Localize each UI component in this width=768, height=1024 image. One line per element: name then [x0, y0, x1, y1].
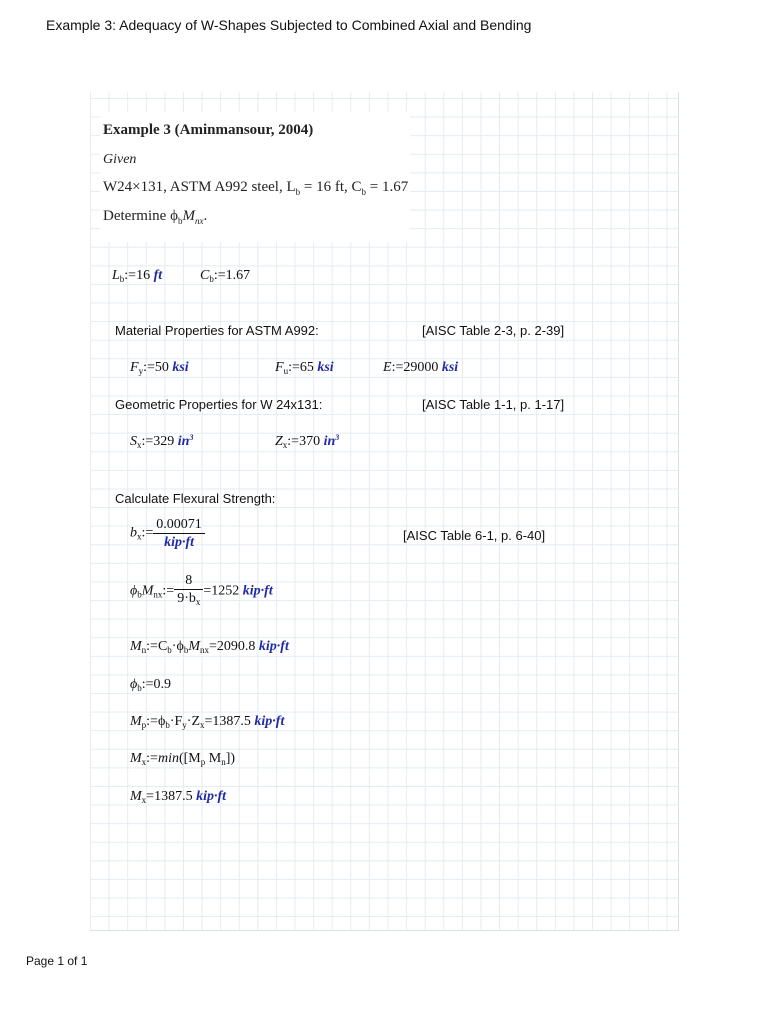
- cb-definition[interactable]: $C_b:=1.67$: [200, 268, 251, 284]
- sx-definition[interactable]: $S_x:=329$ $in^3$: [130, 433, 194, 450]
- material-properties-ref: [AISC Table 2-3, p. 2-39]: [422, 323, 565, 338]
- mp-definition[interactable]: $M_p:=\phi_b\cdot F_y\cdot Z_x=1387.5$ kip·ft: [130, 714, 285, 730]
- bx-definition[interactable]: $b_x:=$ $\frac{0.00071}{\text{kip·ft}}$: [130, 516, 205, 551]
- determine-statement: Determine $\phi_bM_{nx}$.: [103, 208, 208, 226]
- example-title: Example 3 (Aminmansour, 2004): [103, 122, 314, 138]
- e-definition[interactable]: E:=29000 ksi: [383, 360, 459, 375]
- page-title: Example 3: Adequacy of W-Shapes Subjected to Combined Axial and Bending: [46, 17, 532, 33]
- geometric-properties-ref: [AISC Table 1-1, p. 1-17]: [422, 397, 565, 412]
- phi-mnx-definition[interactable]: $\phi_bM_{nx}:=$ $\frac{8}{9\cdot b_x}$ =1252 kip·ft: [130, 572, 273, 611]
- phi-mnx-fraction: $\frac{8}{9\cdot b_x}$: [174, 572, 203, 611]
- phib-definition[interactable]: $\phi_b:=0.9$: [130, 677, 172, 693]
- bx-fraction: $\frac{0.00071}{\text{kip·ft}}$: [153, 516, 205, 551]
- fu-definition[interactable]: $F_u:=65$ ksi: [275, 360, 334, 376]
- given-statement: W24×131, ASTM A992 steel, $L_b = 16$ ft, $C_b = 1.67$: [103, 179, 409, 197]
- geometric-properties-label: Geometric Properties for W 24x131:: [115, 397, 323, 412]
- example-statement-image: [100, 112, 410, 242]
- mx-result[interactable]: $M_x=1387.5$ kip·ft: [130, 789, 227, 805]
- lb-definition[interactable]: $L_b:=16$ ft: [112, 268, 163, 284]
- zx-definition[interactable]: $Z_x:=370$ $in^3$: [275, 433, 340, 450]
- page-number: Page 1 of 1: [26, 954, 88, 968]
- mx-definition[interactable]: $M_x:=\min([M_p$ $M_n$]): [130, 751, 236, 767]
- mn-definition[interactable]: $M_n:=C_b\cdot\phi_bM_{nx}=2090.8$ kip·ft: [130, 639, 289, 655]
- given-label: Given: [103, 152, 137, 167]
- flexural-strength-ref: [AISC Table 6-1, p. 6-40]: [403, 528, 546, 543]
- flexural-strength-label: Calculate Flexural Strength:: [115, 491, 276, 506]
- material-properties-label: Material Properties for ASTM A992:: [115, 323, 319, 338]
- fy-definition[interactable]: $F_y:=50$ ksi: [130, 360, 189, 376]
- worksheet: [90, 92, 679, 931]
